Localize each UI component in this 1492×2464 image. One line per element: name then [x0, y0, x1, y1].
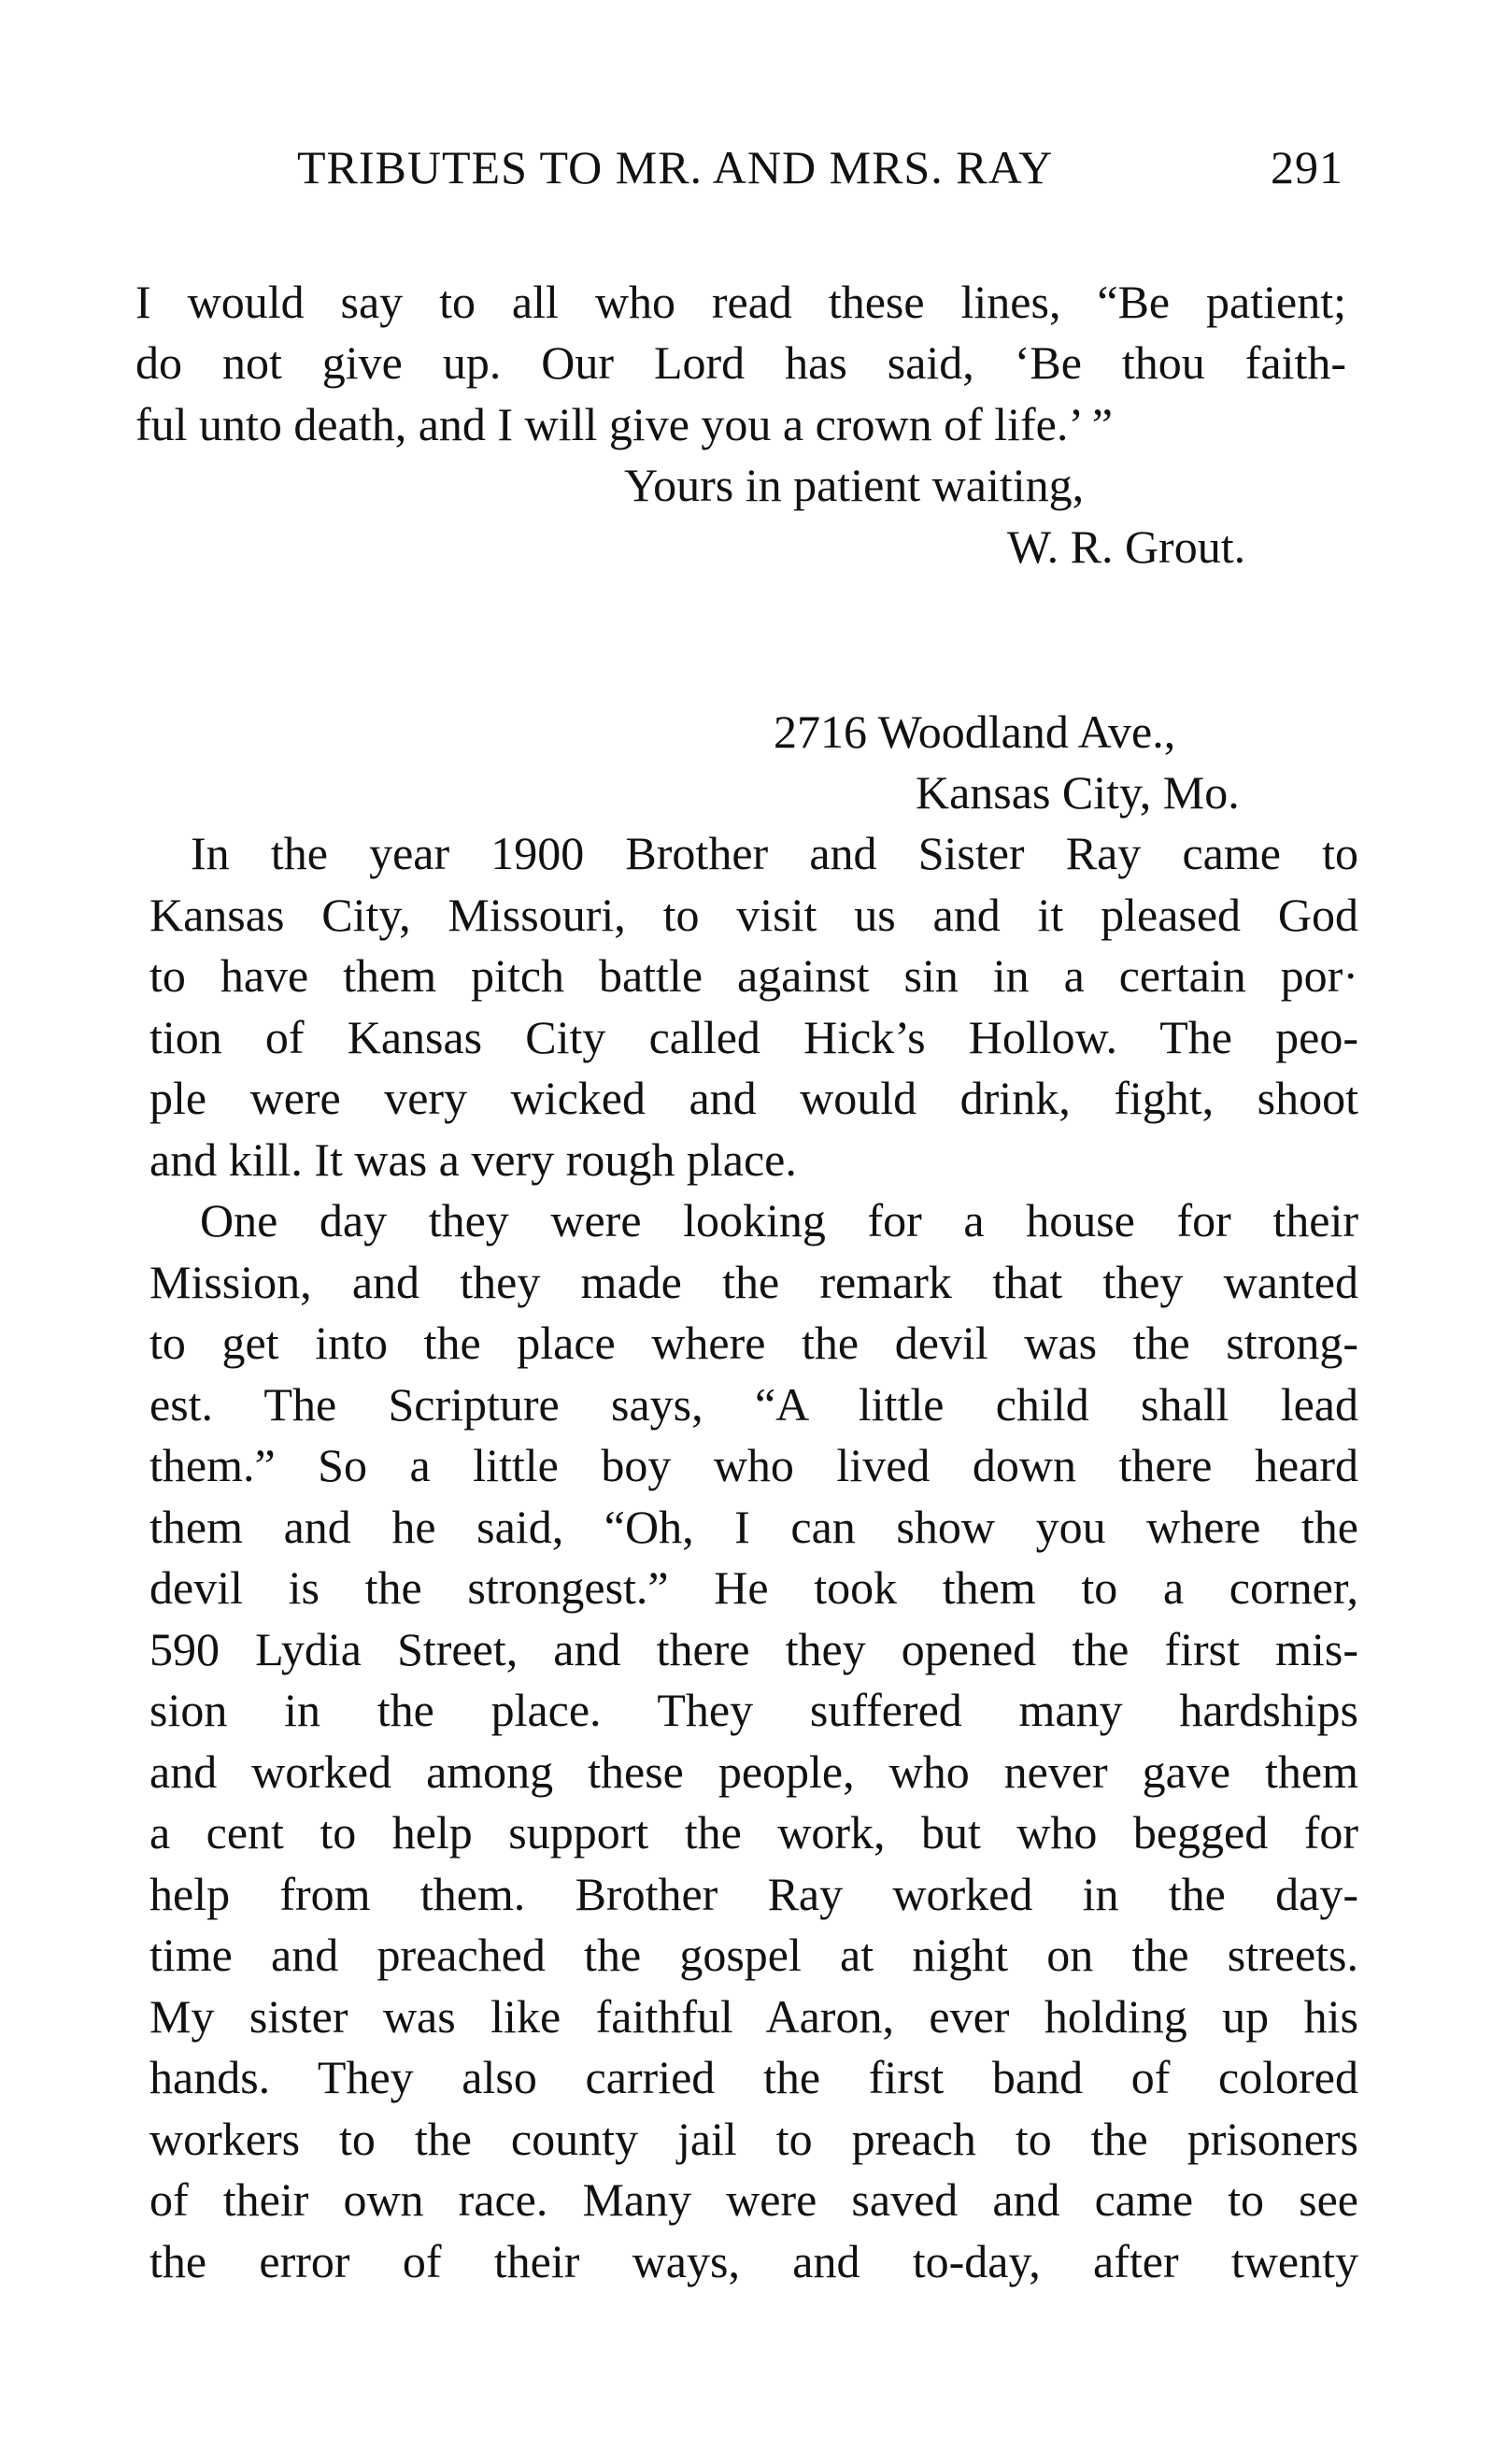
- letter-one-line-3: ful unto death, and I will give you a crown of life.’ ”: [135, 398, 1113, 450]
- paragraph-line: In the year 1900 Brother and Sister Ray came to: [191, 827, 1358, 879]
- paragraph-line: One day they were looking for a house for their: [200, 1194, 1358, 1246]
- paragraph-line: them.” So a little boy who lived down there heard: [149, 1439, 1358, 1491]
- paragraph-line: help from them. Brother Ray worked in the day-: [149, 1868, 1358, 1920]
- page-number: 291: [1271, 141, 1343, 193]
- running-head: [297, 140, 1343, 215]
- paragraph-line: devil is the strongest.” He took them to a corner,: [149, 1561, 1358, 1614]
- paragraph-line: 590 Lydia Street, and there they opened the first mis-: [149, 1623, 1358, 1675]
- letter-one-line-2: do not give up. Our Lord has said, ‘Be thou faith-: [135, 336, 1346, 389]
- paragraph-line: a cent to help support the work, but who begged for: [149, 1806, 1358, 1859]
- paragraph-line: to have them pitch battle against sin in a certain por·: [149, 949, 1358, 1002]
- paragraph-line: est. The Scripture says, “A little child shall lead: [149, 1378, 1358, 1431]
- address-line-2: Kansas City, Mo.: [916, 766, 1240, 819]
- paragraph-line: sion in the place. They suffered many hardships: [149, 1684, 1358, 1736]
- paragraph-line: and worked among these people, who never gave them: [149, 1745, 1358, 1798]
- paragraph-line: ple were very wicked and would drink, fight, shoot: [149, 1072, 1358, 1124]
- letter-one-signature: W. R. Grout.: [1007, 520, 1246, 573]
- paragraph-line: of their own race. Many were saved and came to see: [149, 2173, 1358, 2226]
- paragraph-line: and kill. It was a very rough place.: [149, 1133, 797, 1186]
- running-head-title: TRIBUTES TO MR. AND MRS. RAY: [297, 141, 1054, 193]
- paragraph-line: workers to the county jail to preach to the prisoners: [149, 2113, 1358, 2165]
- paragraph-line: time and preached the gospel at night on the streets.: [149, 1929, 1358, 1981]
- paragraph-line: the error of their ways, and to-day, after twenty: [149, 2235, 1358, 2287]
- paragraph-line: them and he said, “Oh, I can show you where the: [149, 1501, 1358, 1553]
- paragraph-line: My sister was like faithful Aaron, ever holding up his: [149, 1990, 1358, 2043]
- paragraph-line: hands. They also carried the first band of colored: [149, 2051, 1358, 2103]
- address-line-1: 2716 Woodland Ave.,: [774, 705, 1176, 758]
- letter-one-line-1: I would say to all who read these lines, “Be patient;: [135, 276, 1346, 328]
- paragraph-line: Kansas City, Missouri, to visit us and it pleased God: [149, 889, 1358, 941]
- paragraph-line: to get into the place where the devil was the strong-: [149, 1317, 1358, 1369]
- letter-one-closing: Yours in patient waiting,: [624, 459, 1085, 511]
- paragraph-line: Mission, and they made the remark that they wanted: [149, 1256, 1358, 1308]
- paragraph-line: tion of Kansas City called Hick’s Hollow. The peo-: [149, 1011, 1358, 1063]
